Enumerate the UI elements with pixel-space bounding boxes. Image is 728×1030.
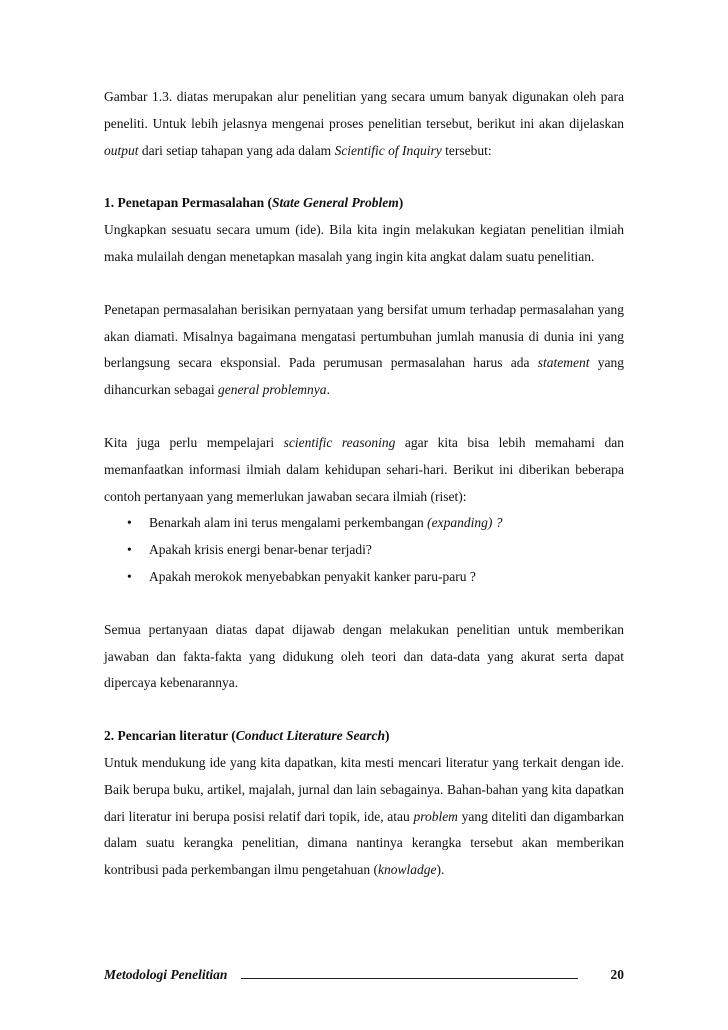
bullet-icon: •	[127, 542, 132, 558]
page-number: 20	[610, 967, 624, 982]
list-item: • Apakah merokok menyebabkan penyakit kanker paru-paru ?	[104, 564, 624, 591]
section-1-paragraph-4: Semua pertanyaan diatas dapat dijawab dengan melakukan penelitian untuk memberikan jawaban dan fakta-fakta yang didukung oleh teori dan data-data yang akurat serta dapat dipercaya kebenarannya.	[104, 621, 624, 691]
list-item: • Apakah krisis energi benar-benar terjadi?	[104, 537, 624, 564]
intro-paragraph: Gambar 1.3. diatas merupakan alur penelitian yang secara umum banyak digunakan oleh para peneliti. Untuk lebih jelasnya mengenai proses penelitian tersebut, berikut ini akan dijelaskan output dari setiap tahapan yang ada dalam Scientific of Inquiry tersebut:	[104, 89, 624, 158]
section-1-heading: 1. Penetapan Permasalahan (State General Problem)	[104, 195, 404, 211]
question-list	[104, 510, 624, 590]
page-content	[104, 84, 624, 884]
section-2-heading: 2. Pencarian literatur (Conduct Literature Search)	[104, 728, 390, 744]
section-1-paragraph-1: Ungkapkan sesuatu secara umum (ide). Bila kita ingin melakukan kegiatan penelitian ilmiah maka mulailah dengan menetapkan masalah yang ingin kita angkat dalam suatu penelitian.	[104, 222, 624, 264]
bullet-icon: •	[127, 568, 132, 584]
section-1-paragraph-2: Penetapan permasalahan berisikan pernyataan yang bersifat umum terhadap permasalahan yang akan diamati. Misalnya bagaimana mengatasi pertumbuhan jumlah manusia di dunia ini yang berlangsung secara eksponsial. Pada perumusan permasalahan harus ada statement yang dihancurkan sebagai general problemnya.	[104, 301, 624, 398]
footer-title: Metodologi Penelitian	[104, 967, 228, 982]
footer-divider	[241, 978, 578, 979]
bullet-icon: •	[127, 515, 132, 531]
section-2-paragraph-1: Untuk mendukung ide yang kita dapatkan, kita mesti mencari literatur yang terkait dengan ide. Baik berupa buku, artikel, majalah, jurnal dan lain sebagainya. Bahan-bahan yang kita dapatkan dari literatur ini berupa posisi relatif dari topik, ide, atau problem yang diteliti dan digambarkan dalam suatu kerangka penelitian, dimana nantinya kerangka tersebut akan memberikan kontribusi pada perkembangan ilmu pengetahuan (knowladge).	[104, 754, 625, 878]
list-item: • Benarkah alam ini terus mengalami perkembangan (expanding) ?	[104, 510, 624, 537]
page-footer	[104, 967, 624, 987]
section-1-paragraph-3: Kita juga perlu mempelajari scientific reasoning agar kita bisa lebih memahami dan memanfaatkan informasi ilmiah dalam kehidupan sehari-hari. Berikut ini diberikan beberapa contoh pertanyaan yang memerlukan jawaban secara ilmiah (riset):	[104, 434, 625, 504]
